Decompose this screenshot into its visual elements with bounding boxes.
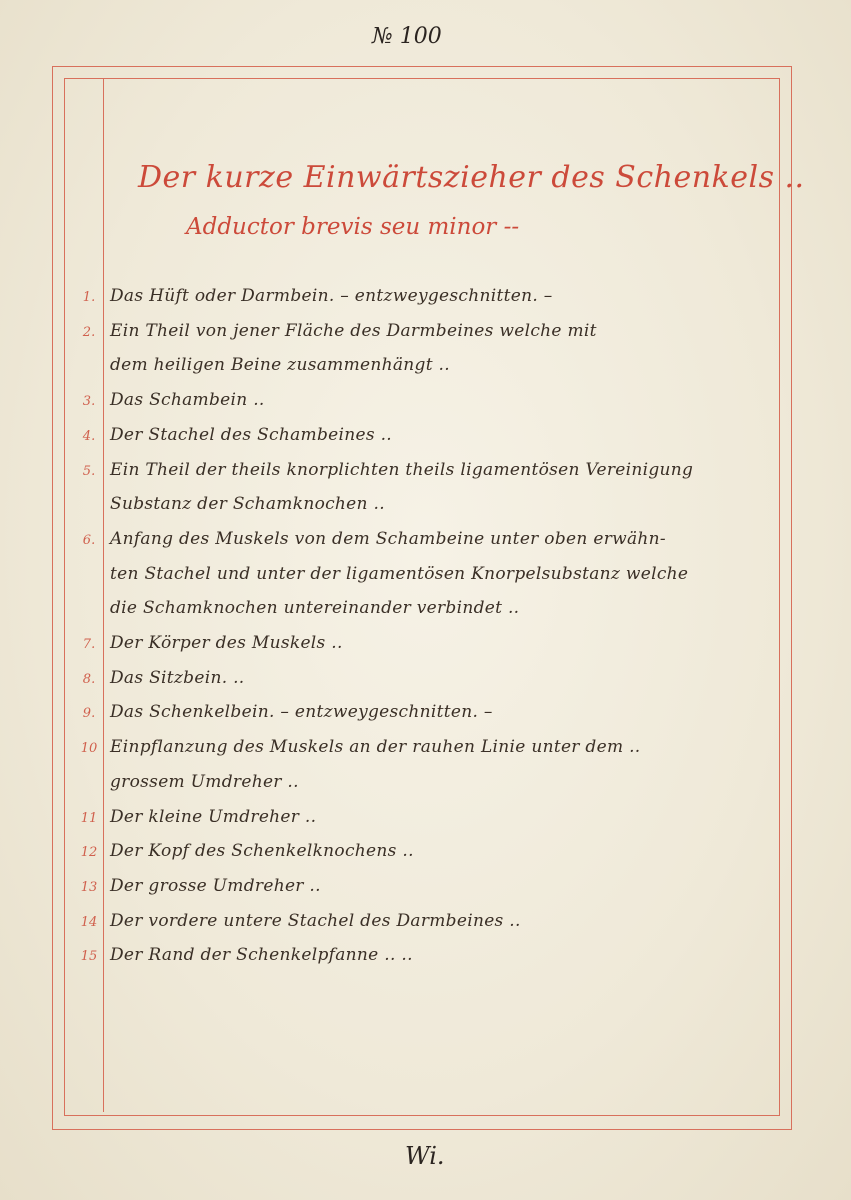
legend-line: Der Stachel des Schambeines .. <box>110 424 392 445</box>
legend-line: dem heiligen Beine zusammenhängt .. <box>110 355 450 376</box>
legend-line: Das Hüft oder Darmbein. – entzweygeschnitten. – <box>110 286 553 306</box>
legend-number: 6. <box>82 532 96 548</box>
legend-line: Der kleine Umdreher .. <box>110 806 317 827</box>
legend-number: 13 <box>80 879 98 895</box>
legend-line: Anfang des Muskels von dem Schambeine unter oben erwähn- <box>110 528 666 549</box>
legend-line: Der grosse Umdreher .. <box>110 875 321 896</box>
legend-line: Der vordere untere Stachel des Darmbeines .. <box>110 910 521 931</box>
legend-line: die Schamknochen untereinander verbindet .. <box>110 598 520 619</box>
footer-signature: Wi. <box>405 1142 445 1170</box>
legend-line: ten Stachel und unter der ligamentösen Knorpelsubstanz welche <box>110 563 689 584</box>
title-german: Der kurze Einwärtszieher des Schenkels .. <box>138 160 805 195</box>
legend-number: 2. <box>82 324 96 340</box>
legend-number: 9. <box>82 706 96 722</box>
legend-number: 4. <box>82 428 96 444</box>
legend-number: 1. <box>82 290 96 305</box>
legend-line: Der Kopf des Schenkelknochens .. <box>110 841 414 862</box>
legend-line: Ein Theil der theils knorplichten theils ligamentösen Vereinigung <box>110 459 694 480</box>
legend-number: 12 <box>80 845 98 861</box>
legend-number: 3. <box>82 394 96 410</box>
legend-number: 15 <box>80 949 98 965</box>
legend-line: Substanz der Schamknochen .. <box>110 494 385 515</box>
legend-line: Einpflanzung des Muskels an der rauhen Linie unter dem .. <box>110 737 641 758</box>
legend-number: 8. <box>82 671 96 687</box>
legend-line: Das Schambein .. <box>110 390 265 411</box>
legend-number: 10 <box>80 741 98 757</box>
legend-number: 11 <box>80 810 98 826</box>
page-number: № 100 <box>372 24 442 49</box>
legend-line: Das Schenkelbein. – entzweygeschnitten. – <box>110 702 493 723</box>
legend-number: 14 <box>80 914 98 930</box>
legend-number: 7. <box>82 637 96 652</box>
legend-line: Ein Theil von jener Fläche des Darmbeines welche mit <box>110 320 597 341</box>
title-latin: Adductor brevis seu minor -- <box>186 214 520 240</box>
legend-line: Der Körper des Muskels .. <box>110 633 343 653</box>
legend-line: grossem Umdreher .. <box>110 771 299 792</box>
legend-line: Der Rand der Schenkelpfanne .. .. <box>110 945 413 966</box>
legend-line: Das Sitzbein. .. <box>110 667 245 688</box>
legend-number: 5. <box>82 463 96 479</box>
